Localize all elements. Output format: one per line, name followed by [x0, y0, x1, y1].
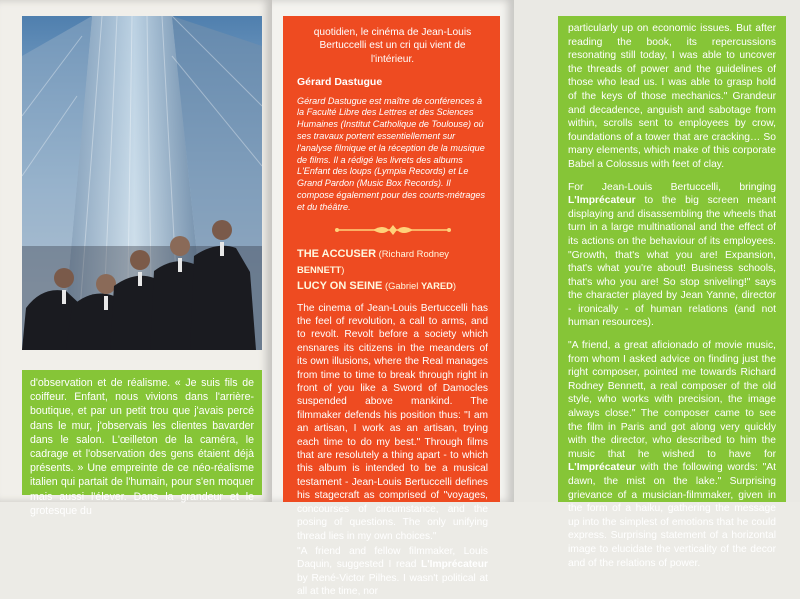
right-p2-pre: For Jean-Louis Bertuccelli, bringing: [568, 181, 776, 193]
right-paragraph-3: [568, 339, 776, 570]
intro-text: quotidien, le cinéma de Jean-Louis Bertuccelli est un cri qui vient de l'intérieur.: [313, 27, 472, 65]
right-p3-pre: "A friend, a great aficionado of movie music, from whom I asked advice on finding just the right composer, pointed me towards Richard Rodney Bennett, a real composer of the old style, who works with precision, the image always close." The composer came to see the film in Paris and got along very quickly with the director, who described to him the music that he wished to have for: [568, 340, 776, 460]
track-2-title: LUCY ON SEINE: [297, 279, 383, 292]
right-p2-bold-title: L'Imprécateur: [568, 195, 636, 207]
middle-body-paragraph-2: [297, 545, 488, 599]
right-p2-post: to the big screen meant displaying and disassembling the wheels that turn in a large multinational and the effect of its actions on the behaviour of its employees. "Growth, that's what you are! Expansion, that's what you're about! Business schools, that's who you are! So stop sniveling!" says the character played by Jean Yanne, director - ironically - of human relations (and not human resources).: [568, 195, 776, 329]
middle-p2-bold-title: L'Imprécateur: [421, 559, 488, 571]
middle-p2-post: by René-Victor Pilhes. I wasn't political at all at the time, nor: [297, 572, 488, 598]
band-photo-icon: [22, 16, 262, 350]
track-1-credit-post: ): [341, 263, 345, 275]
track-1-credit-pre: (Richard Rodney: [376, 247, 449, 259]
middle-orange-text-panel: [283, 16, 500, 598]
left-green-text-panel: [22, 370, 262, 517]
ornament-divider-icon: [333, 224, 453, 236]
left-page: [0, 0, 272, 517]
author-bio: Gérard Dastugue est maître de conférences à la Faculté Libre des Lettres et des Sciences Humaines (Institut Catholique de Toulouse) où ses travaux portent essentiellement sur l'analyse filmique et la réception de la musique de films. Il a rédigé les livrets des albums L'Enfant des loups (Lympia Records) et Le Grand Pardon (Music Box Records). Il compose également pour des courts-métrages et du théâtre.: [297, 95, 486, 212]
left-body-text: d'observation et de réalisme. « Je suis fils de coiffeur. Enfant, nous vivions dans l'arrière-boutique, et par un petit trou que j'avais percé dans le mur, j'observais les clientes bavarder dans le salon. L'œilleton de la caméra, le cadrage et l'observation des gens étaient déjà présents. » Une empreinte de ce néo-réalisme italien qui partait de l'humain, pour s'en moquer mais aussi l'élever. Dans la grandeur et le grotesque du: [30, 377, 254, 517]
track-2-heading: [297, 278, 488, 294]
middle-body-paragraph-1: The cinema of Jean-Louis Bertuccelli has the feel of revolution, a call to arms, and to revolt. Revolt before a society which ensnares its citizens in the meanders of its own illusions, where the Real manages from time to time to break through right in front of you like a Sword of Damocles suspended above mankind. The filmmaker defends his position thus: "I am an artisan, I work as an artisan, trying each time to do my best." Through films that are resolutely a thing apart - to which this album is intended to be a musical testament - Jean-Louis Bertuccelli defines his stagecraft as comprised of "voyages, concourses of circumstance, and the posing of questions. The only unifying thread lies in my own choices.": [297, 302, 488, 542]
middle-body: [297, 302, 488, 599]
author-name: Gérard Dastugue: [297, 76, 383, 89]
middle-p2-pre: "A friend and fellow filmmaker, Louis Daquin, suggested I read: [297, 545, 488, 571]
right-paragraph-2: [568, 181, 776, 331]
band-photo: [22, 16, 262, 350]
track-1-title: THE ACCUSER: [297, 247, 377, 260]
right-green-text-panel: [558, 16, 786, 569]
track-2-composer: YARED: [420, 279, 453, 291]
right-p3-bold-title: L'Imprécateur: [568, 462, 636, 474]
track-2-credit-post: ): [452, 279, 457, 291]
track-2-credit-pre: (Gabriel: [382, 279, 421, 291]
right-paragraph-1: particularly up on economic issues. But after reading the book, its repercussions resonating still today, I was able to uncover the threads of power and the guidelines of those who lead us. I was able to grasp hold of the keys of those mechanics." Grandeur and decadence, anguish and sabotage from within, scrolls sent to employees by crow, foundations of a tower that are cracking… So many elements, which make of this corporate Babel a Colossus with feet of clay.: [568, 23, 776, 170]
right-p3-post: with the following words: "At dawn, the mist on the lake." Surprising grievance of a musician-filmmaker, given in the form of a haiku, gathering the message up into the simplest of emotions that he could express. Surprising statement of a horizontal image to elucidate the verticality of the decor and of the relations of power.: [568, 462, 776, 569]
track-1-heading: [297, 246, 488, 278]
track-1-composer: BENNETT: [297, 263, 342, 275]
